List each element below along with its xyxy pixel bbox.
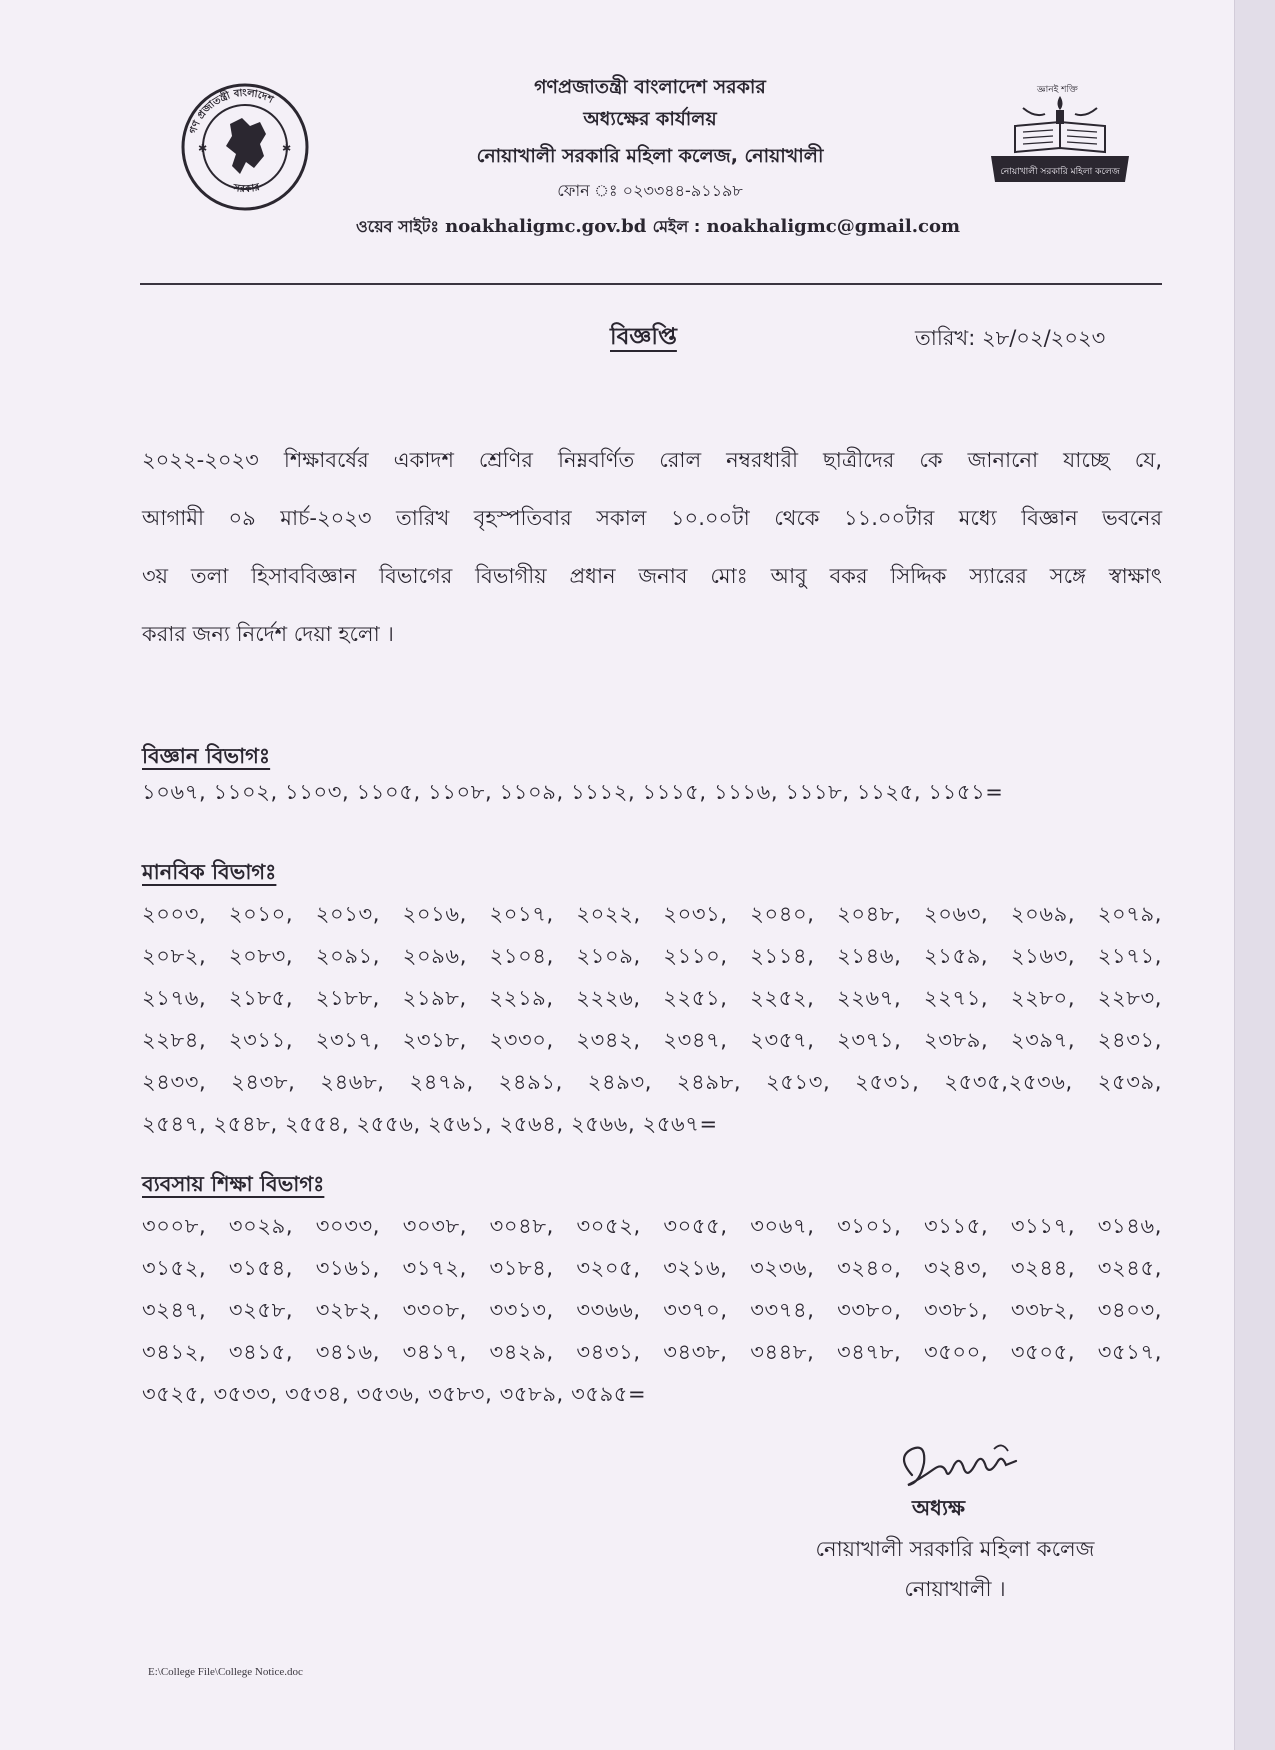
notice-body-line: করার জন্য নির্দেশ দেয়া হলো । [142,622,394,646]
notice-body-line: ৩য় তলা হিসাববিজ্ঞান বিভাগের বিভাগীয় প্রধান জনাব মোঃ আবু বকর সিদ্দিক স্যারের সঙ্গে স্বাক্ষাৎ [142,564,1162,588]
roll-line: ৩৪১২, ৩৪১৫, ৩৪১৬, ৩৪১৭, ৩৪২৯, ৩৪৩১, ৩৪৩৮, ৩৪৪৮, ৩৪৭৮, ৩৫০০, ৩৫০৫, ৩৫১৭, [142,1340,1162,1364]
notice-body-line: ২০২২-২০২৩ শিক্ষাবর্ষের একাদশ শ্রেণির নিম্নবর্ণিত রোল নম্বরধারী ছাত্রীদের কে জানানো যাচ্ছে যে, [142,448,1162,472]
roll-line: ২৪৩৩, ২৪৩৮, ২৪৬৮, ২৪৭৯, ২৪৯১, ২৪৯৩, ২৪৯৮, ২৫১৩, ২৫৩১, ২৫৩৫,২৫৩৬, ২৫৩৯, [142,1070,1162,1094]
humanities-section-heading: মানবিক বিভাগঃ [142,860,277,884]
svg-text:✱: ✱ [282,142,292,155]
college-logo-icon [985,78,1135,196]
principal-signature [890,1435,1025,1497]
phone-number: ফোন ঃ ০২৩৩৪৪-৯১১৯৮ [557,181,743,200]
roll-line: ২০০৩, ২০১০, ২০১৩, ২০১৬, ২০১৭, ২০২২, ২০৩১, ২০৪০, ২০৪৮, ২০৬৩, ২০৬৯, ২০৭৯, [142,902,1162,926]
file-path: E:\College File\College Notice.doc [148,1666,303,1678]
seal-text-top: গণ প্রজাতন্ত্রী বাংলাদেশ [187,87,275,136]
header-divider [140,283,1162,285]
business-section-heading: ব্যবসায় শিক্ষা বিভাগঃ [142,1172,325,1196]
government-title: গণপ্রজাতন্ত্রী বাংলাদেশ সরকার [534,76,766,98]
roll-line: ২০৮২, ২০৮৩, ২০৯১, ২০৯৬, ২১০৪, ২১০৯, ২১১০, ২১১৪, ২১৪৬, ২১৫৯, ২১৬৩, ২১৭১, [142,944,1162,968]
email-value: noakhaligmc@gmail.com [706,216,961,237]
seal-text-bottom: সরকার [232,181,261,196]
signatory-place: নোয়াখালী । [904,1577,1006,1601]
notice-title: বিজ্ঞপ্তি [610,324,677,350]
college-title: নোয়াখালী সরকারি মহিলা কলেজ, নোয়াখালী [476,145,824,167]
notice-body-line: আগামী ০৯ মার্চ-২০২৩ তারিখ বৃহস্পতিবার সকাল ১০.০০টা থেকে ১১.০০টার মধ্যে বিজ্ঞান ভবনের [142,506,1162,530]
logo-college-name: নোয়াখালী সরকারি মহিলা কলেজ [1000,167,1120,177]
email-label: মেইল : [652,217,701,236]
office-title: অধ্যক্ষের কার্যালয় [583,108,717,130]
roll-line: ১০৬৭, ১১০২, ১১০৩, ১১০৫, ১১০৮, ১১০৯, ১১১২, ১১১৫, ১১১৬, ১১১৮, ১১২৫, ১১৫১= [142,780,1004,804]
logo-motto: জ্ঞানই শক্তি [1037,85,1078,95]
roll-line: ৩৫২৫, ৩৫৩৩, ৩৫৩৪, ৩৫৩৬, ৩৫৮৩, ৩৫৮৯, ৩৫৯৫= [142,1382,647,1406]
website-value: noakhaligmc.gov.bd [445,216,647,237]
svg-text:✱: ✱ [198,142,208,155]
government-seal-icon [180,82,310,212]
roll-line: ৩০০৮, ৩০২৯, ৩০৩৩, ৩০৩৮, ৩০৪৮, ৩০৫২, ৩০৫৫, ৩০৬৭, ৩১০১, ৩১১৫, ৩১১৭, ৩১৪৬, [142,1214,1162,1238]
roll-line: ২১৭৬, ২১৮৫, ২১৮৮, ২১৯৮, ২২১৯, ২২২৬, ২২৫১, ২২৫২, ২২৬৭, ২২৭১, ২২৮০, ২২৮৩, [142,986,1162,1010]
science-section-heading: বিজ্ঞান বিভাগঃ [142,744,271,768]
roll-line: ২৫৪৭, ২৫৪৮, ২৫৫৪, ২৫৫৬, ২৫৬১, ২৫৬৪, ২৫৬৬, ২৫৬৭= [142,1112,718,1136]
notice-date: তারিখ: ২৮/০২/২০২৩ [915,326,1106,350]
roll-line: ৩২৪৭, ৩২৫৮, ৩২৮২, ৩৩০৮, ৩৩১৩, ৩৩৬৬, ৩৩৭০, ৩৩৭৪, ৩৩৮০, ৩৩৮১, ৩৩৮২, ৩৪০৩, [142,1298,1162,1322]
signatory-title: অধ্যক্ষ [912,1496,966,1520]
roll-line: ২২৮৪, ২৩১১, ২৩১৭, ২৩১৮, ২৩৩০, ২৩৪২, ২৩৪৭, ২৩৫৭, ২৩৭১, ২৩৮৯, ২৩৯৭, ২৪৩১, [142,1028,1162,1052]
contact-line [318,214,998,241]
signatory-college: নোয়াখালী সরকারি মহিলা কলেজ [815,1537,1095,1561]
svg-text:সরকার [231,182,261,195]
scan-edge [1234,0,1275,1750]
roll-line: ৩১৫২, ৩১৫৪, ৩১৬১, ৩১৭২, ৩১৮৪, ৩২০৫, ৩২১৬, ৩২৩৬, ৩২৪০, ৩২৪৩, ৩২৪৪, ৩২৪৫, [142,1256,1162,1280]
website-label: ওয়েব সাইটঃ [355,217,439,236]
